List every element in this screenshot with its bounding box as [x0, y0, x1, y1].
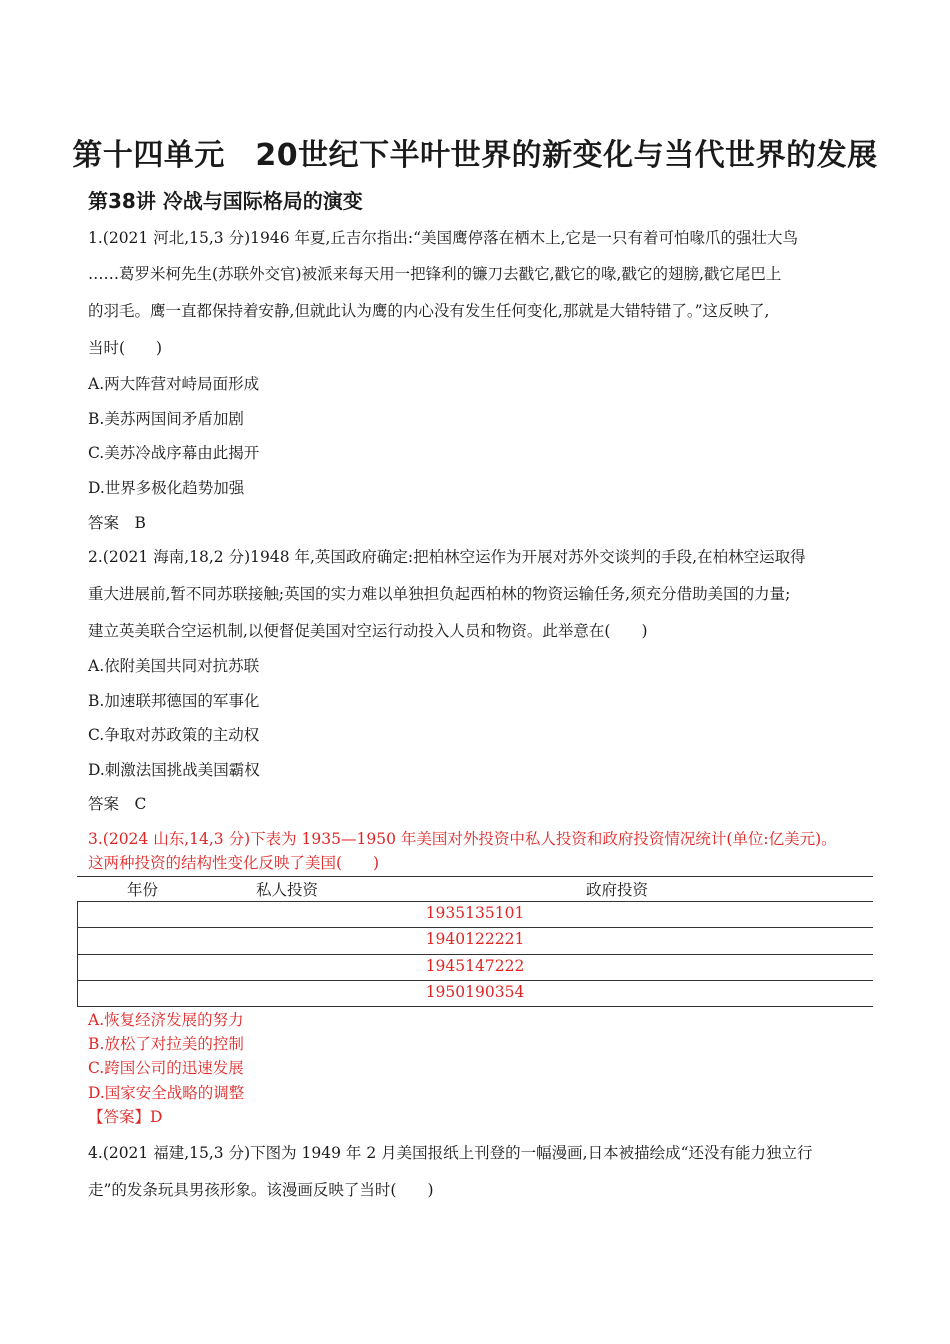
question-2-option-b: B.加速联邦德国的军事化 — [88, 692, 260, 710]
question-2-option-c: C.争取对苏政策的主动权 — [88, 726, 260, 744]
question-2-stem-line: 建立英美联合空运机制,以便督促美国对空运行动投入人员和物资。此举意在( ) — [88, 622, 648, 640]
question-3-option-a: A.恢复经济发展的努力 — [88, 1011, 244, 1029]
question-1-option-b: B.美苏两国间矛盾加剧 — [88, 410, 244, 428]
question-3-option-b: B.放松了对拉美的控制 — [88, 1035, 244, 1053]
question-2-option-a: A.依附美国共同对抗苏联 — [88, 657, 260, 675]
question-3-stem-line: 3.(2024 山东,14,3 分)下表为 1935—1950 年美国对外投资中私人投资和政府投资情况统计(单位:亿美元)。 — [88, 830, 837, 848]
lesson-heading: 第38讲 冷战与国际格局的演变 — [88, 189, 363, 213]
question-4-stem-line: 4.(2021 福建,15,3 分)下图为 1949 年 2 月美国报纸上刊登的一幅漫画,日本被描绘成“还没有能力独立行 — [88, 1144, 813, 1162]
question-3-option-c: C.跨国公司的迅速发展 — [88, 1059, 244, 1077]
question-1-stem-line: ……葛罗米柯先生(苏联外交官)被派来每天用一把锋利的镰刀去戳它,戳它的喙,戳它的翅膀,戳它尾巴上 — [88, 265, 782, 283]
page-title: 第十四单元 20世纪下半叶世界的新变化与当代世界的发展 — [72, 138, 878, 173]
table-cell: 1935135101 — [425, 904, 525, 922]
table-row — [77, 980, 873, 1006]
question-3-stem-line: 这两种投资的结构性变化反映了美国( ) — [88, 854, 380, 872]
question-2-stem-line: 2.(2021 海南,18,2 分)1948 年,英国政府确定:把柏林空运作为开展对苏外交谈判的手段,在柏林空运取得 — [88, 548, 806, 566]
question-1-option-a: A.两大阵营对峙局面形成 — [88, 375, 260, 393]
question-1-stem-line: 的羽毛。鹰一直都保持着安静,但就此认为鹰的内心没有发生任何变化,那就是大错特错了。”这反映了, — [88, 302, 770, 320]
question-4-stem-line: 走”的发条玩具男孩形象。该漫画反映了当时( ) — [88, 1181, 434, 1199]
table-row — [77, 901, 873, 927]
question-1-answer: 答案 B — [88, 514, 146, 532]
question-1-option-c: C.美苏冷战序幕由此揭开 — [88, 444, 260, 462]
table-cell: 1950190354 — [425, 983, 525, 1001]
table-cell: 1940122221 — [425, 930, 525, 948]
question-2-answer: 答案 C — [88, 795, 147, 813]
table-header-year: 年份 — [127, 881, 159, 899]
question-1-stem-line: 1.(2021 河北,15,3 分)1946 年夏,丘吉尔指出:“美国鹰停落在栖木上,它是一只有着可怕喙爪的强壮大鸟 — [88, 229, 798, 247]
table-row — [77, 954, 873, 980]
table-header-government: 政府投资 — [586, 881, 649, 899]
table-cell: 1945147222 — [425, 957, 525, 975]
question-2-stem-line: 重大进展前,暂不同苏联接触;英国的实力难以单独担负起西柏林的物资运输任务,须充分借助美国的力量; — [88, 585, 791, 603]
table-row — [77, 927, 873, 953]
table-rule — [77, 876, 873, 877]
table-header-private: 私人投资 — [256, 881, 319, 899]
table-rule — [77, 1006, 873, 1007]
question-1-option-d: D.世界多极化趋势加强 — [88, 479, 245, 497]
question-3-option-d: D.国家安全战略的调整 — [88, 1084, 245, 1102]
question-3-answer: 【答案】D — [88, 1108, 163, 1126]
question-1-stem-line: 当时( ) — [88, 339, 163, 357]
table-header-row — [0, 878, 950, 900]
question-2-option-d: D.刺激法国挑战美国霸权 — [88, 761, 260, 779]
